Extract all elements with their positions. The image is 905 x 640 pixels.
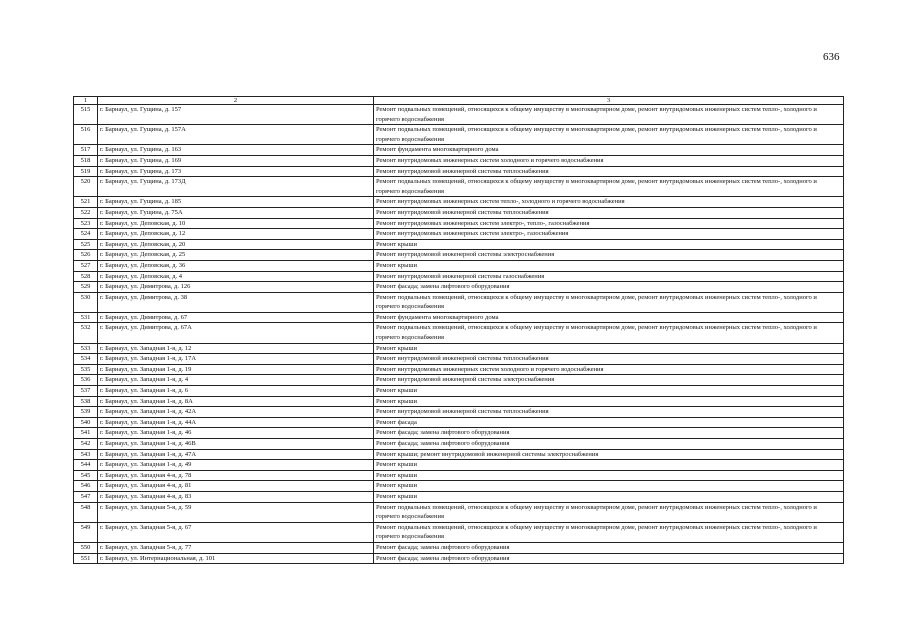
row-address: г. Барнаул, ул. Западная 1-я, д. 19 xyxy=(98,364,374,375)
row-work-type: Ремонт подвальных помещений, относящихся к общему имуществу в многоквартирном доме, ремонт внутридомовых инженерных систем тепло-, холодного и горячего водоснабжения xyxy=(374,125,844,145)
table-row xyxy=(74,145,844,156)
row-work-type: Ремонт крыши xyxy=(374,481,844,492)
row-address: г. Барнаул, ул. Деповская, д. 10 xyxy=(98,218,374,229)
table-row xyxy=(74,312,844,323)
row-address: г. Барнаул, ул. Деповская, д. 20 xyxy=(98,239,374,250)
row-address: г. Барнаул, ул. Западная 1-я, д. 12 xyxy=(98,343,374,354)
row-work-type: Ремонт внутридомовой инженерной системы электроснабжения xyxy=(374,250,844,261)
row-number: 544 xyxy=(74,460,98,471)
row-address: г. Барнаул, ул. Западная 1-я, д. 49 xyxy=(98,460,374,471)
table-row xyxy=(74,250,844,261)
row-number: 522 xyxy=(74,207,98,218)
row-work-type: Ремонт крыши xyxy=(374,239,844,250)
table-row xyxy=(74,522,844,542)
row-work-type: Ремонт крыши; ремонт внутридомовой инженерной системы электроснабжения xyxy=(374,449,844,460)
row-work-type: Ремонт подвальных помещений, относящихся к общему имуществу в многоквартирном доме, ремонт внутридомовых инженерных систем тепло-, холодного и горячего водоснабжения xyxy=(374,323,844,343)
row-address: г. Барнаул, ул. Гущина, д. 75А xyxy=(98,207,374,218)
row-work-type: Ремонт подвальных помещений, относящихся к общему имуществу в многоквартирном доме, ремонт внутридомовых инженерных систем тепло-, холодного и горячего водоснабжения xyxy=(374,502,844,522)
row-number: 516 xyxy=(74,125,98,145)
row-number: 527 xyxy=(74,260,98,271)
row-address: г. Барнаул, ул. Западная 4-я, д. 83 xyxy=(98,491,374,502)
row-work-type: Ремонт внутридомовой инженерной системы электроснабжения xyxy=(374,375,844,386)
row-number: 538 xyxy=(74,396,98,407)
row-address: г. Барнаул, ул. Западная 1-я, д. 4 xyxy=(98,375,374,386)
row-work-type: Ремонт фундамента многоквартирного дома xyxy=(374,145,844,156)
row-address: г. Барнаул, ул. Западная 1-я, д. 17А xyxy=(98,354,374,365)
row-address: г. Барнаул, ул. Гущина, д. 169 xyxy=(98,155,374,166)
row-number: 541 xyxy=(74,428,98,439)
table-row xyxy=(74,481,844,492)
column-header-work: 3 xyxy=(374,97,844,105)
row-number: 528 xyxy=(74,271,98,282)
row-address: г. Барнаул, ул. Гущина, д. 173Д xyxy=(98,177,374,197)
row-work-type: Ремонт крыши xyxy=(374,260,844,271)
row-address: г. Барнаул, ул. Западная 1-я, д. 8А xyxy=(98,396,374,407)
row-number: 543 xyxy=(74,449,98,460)
row-address: г. Барнаул, ул. Западная 4-я, д. 81 xyxy=(98,481,374,492)
row-work-type: Ремонт фундамента многоквартирного дома xyxy=(374,312,844,323)
table-row xyxy=(74,239,844,250)
row-work-type: Ремонт подвальных помещений, относящихся к общему имуществу в многоквартирном доме, ремонт внутридомовых инженерных систем тепло-, холодного и горячего водоснабжения xyxy=(374,522,844,542)
row-work-type: Ремонт крыши xyxy=(374,460,844,471)
row-number: 515 xyxy=(74,105,98,125)
row-number: 523 xyxy=(74,218,98,229)
row-number: 520 xyxy=(74,177,98,197)
row-work-type: Ремонт фасада; замена лифтового оборудования xyxy=(374,553,844,564)
row-work-type: Ремонт крыши xyxy=(374,470,844,481)
row-address: г. Барнаул, ул. Димитрова, д. 67 xyxy=(98,312,374,323)
row-address: г. Барнаул, ул. Западная 1-я, д. 6 xyxy=(98,386,374,397)
table-row xyxy=(74,166,844,177)
row-address: г. Барнаул, ул. Гущина, д. 173 xyxy=(98,166,374,177)
row-number: 525 xyxy=(74,239,98,250)
row-work-type: Ремонт внутридомовых инженерных систем холодного и горячего водоснабжения xyxy=(374,364,844,375)
table-row xyxy=(74,460,844,471)
table-body xyxy=(74,105,844,564)
table-row xyxy=(74,323,844,343)
row-work-type: Ремонт фасада; замена лифтового оборудования xyxy=(374,428,844,439)
table-row xyxy=(74,105,844,125)
table-row xyxy=(74,155,844,166)
row-work-type: Ремонт внутридомовых инженерных систем холодного и горячего водоснабжения xyxy=(374,155,844,166)
table-row xyxy=(74,491,844,502)
column-header-number: 1 xyxy=(74,97,98,105)
row-work-type: Ремонт внутридомовой инженерной системы теплоснабжения xyxy=(374,207,844,218)
row-work-type: Ремонт подвальных помещений, относящихся к общему имуществу в многоквартирном доме, ремонт внутридомовых инженерных систем тепло-, холодного и горячего водоснабжения xyxy=(374,105,844,125)
row-work-type: Ремонт внутридомовой инженерной системы газоснабжения xyxy=(374,271,844,282)
table-row xyxy=(74,553,844,564)
row-number: 518 xyxy=(74,155,98,166)
row-address: г. Барнаул, ул. Западная 5-я, д. 67 xyxy=(98,522,374,542)
table-row xyxy=(74,229,844,240)
table-row xyxy=(74,417,844,428)
row-number: 535 xyxy=(74,364,98,375)
row-address: г. Барнаул, ул. Гущина, д. 185 xyxy=(98,197,374,208)
row-address: г. Барнаул, ул. Гущина, д. 163 xyxy=(98,145,374,156)
row-number: 529 xyxy=(74,282,98,293)
table-row xyxy=(74,407,844,418)
row-number: 537 xyxy=(74,386,98,397)
row-number: 521 xyxy=(74,197,98,208)
row-work-type: Ремонт внутридомовой инженерной системы теплоснабжения xyxy=(374,354,844,365)
row-work-type: Ремонт внутридомовой инженерной системы теплоснабжения xyxy=(374,166,844,177)
row-work-type: Ремонт внутридомовых инженерных систем электро-, газоснабжения xyxy=(374,229,844,240)
table-row xyxy=(74,354,844,365)
row-work-type: Ремонт крыши xyxy=(374,386,844,397)
row-number: 548 xyxy=(74,502,98,522)
table-row xyxy=(74,449,844,460)
column-header-address: 2 xyxy=(98,97,374,105)
row-address: г. Барнаул, ул. Западная 1-я, д. 46 xyxy=(98,428,374,439)
repair-table xyxy=(73,96,844,564)
row-address: г. Барнаул, ул. Деповская, д. 4 xyxy=(98,271,374,282)
row-work-type: Ремонт фасада; замена лифтового оборудования xyxy=(374,542,844,553)
page-number: 636 xyxy=(823,51,840,63)
row-number: 547 xyxy=(74,491,98,502)
table-row xyxy=(74,439,844,450)
row-number: 532 xyxy=(74,323,98,343)
row-work-type: Ремонт подвальных помещений, относящихся к общему имуществу в многоквартирном доме, ремонт внутридомовых инженерных систем тепло-, холодного и горячего водоснабжения xyxy=(374,292,844,312)
table-row xyxy=(74,470,844,481)
row-work-type: Ремонт внутридомовой инженерной системы теплоснабжения xyxy=(374,407,844,418)
row-number: 551 xyxy=(74,553,98,564)
row-number: 536 xyxy=(74,375,98,386)
row-work-type: Ремонт подвальных помещений, относящихся к общему имуществу в многоквартирном доме, ремонт внутридомовых инженерных систем тепло-, холодного и горячего водоснабжения xyxy=(374,177,844,197)
row-address: г. Барнаул, ул. Западная 1-я, д. 42А xyxy=(98,407,374,418)
row-number: 526 xyxy=(74,250,98,261)
table-row xyxy=(74,343,844,354)
row-work-type: Ремонт внутридомовых инженерных систем электро-, тепло-, газоснабжения xyxy=(374,218,844,229)
row-number: 524 xyxy=(74,229,98,240)
table-row xyxy=(74,177,844,197)
row-address: г. Барнаул, ул. Западная 5-я, д. 77 xyxy=(98,542,374,553)
row-number: 542 xyxy=(74,439,98,450)
row-address: г. Барнаул, ул. Деповская, д. 12 xyxy=(98,229,374,240)
row-address: г. Барнаул, ул. Димитрова, д. 126 xyxy=(98,282,374,293)
row-number: 533 xyxy=(74,343,98,354)
table-row xyxy=(74,396,844,407)
row-address: г. Барнаул, ул. Димитрова, д. 67А xyxy=(98,323,374,343)
table-row xyxy=(74,364,844,375)
row-number: 517 xyxy=(74,145,98,156)
table-row xyxy=(74,125,844,145)
row-number: 530 xyxy=(74,292,98,312)
table-row xyxy=(74,271,844,282)
row-number: 549 xyxy=(74,522,98,542)
row-work-type: Ремонт фасада; замена лифтового оборудования xyxy=(374,439,844,450)
table-row xyxy=(74,375,844,386)
row-number: 540 xyxy=(74,417,98,428)
row-work-type: Ремонт фасада; замена лифтового оборудования xyxy=(374,282,844,293)
row-number: 539 xyxy=(74,407,98,418)
row-work-type: Ремонт крыши xyxy=(374,343,844,354)
row-number: 550 xyxy=(74,542,98,553)
row-address: г. Барнаул, ул. Гущина, д. 157А xyxy=(98,125,374,145)
table-row xyxy=(74,260,844,271)
row-number: 546 xyxy=(74,481,98,492)
row-work-type: Ремонт крыши xyxy=(374,491,844,502)
row-address: г. Барнаул, ул. Деповская, д. 36 xyxy=(98,260,374,271)
row-number: 531 xyxy=(74,312,98,323)
table-row xyxy=(74,197,844,208)
row-work-type: Ремонт фасада xyxy=(374,417,844,428)
row-address: г. Барнаул, ул. Западная 1-я, д. 46В xyxy=(98,439,374,450)
table-row xyxy=(74,218,844,229)
row-address: г. Барнаул, ул. Гущина, д. 157 xyxy=(98,105,374,125)
row-address: г. Барнаул, ул. Западная 1-я, д. 44А xyxy=(98,417,374,428)
row-address: г. Барнаул, ул. Западная 4-я, д. 78 xyxy=(98,470,374,481)
table-row xyxy=(74,386,844,397)
table-row xyxy=(74,282,844,293)
row-address: г. Барнаул, ул. Деповская, д. 25 xyxy=(98,250,374,261)
row-address: г. Барнаул, ул. Западная 5-я, д. 59 xyxy=(98,502,374,522)
row-number: 519 xyxy=(74,166,98,177)
row-address: г. Барнаул, ул. Западная 1-я, д. 47А xyxy=(98,449,374,460)
table-row xyxy=(74,502,844,522)
row-work-type: Ремонт внутридомовых инженерных систем тепло-, холодного и горячего водоснабжения xyxy=(374,197,844,208)
table-row xyxy=(74,207,844,218)
table-row xyxy=(74,428,844,439)
row-number: 534 xyxy=(74,354,98,365)
row-work-type: Ремонт крыши xyxy=(374,396,844,407)
table-header-row xyxy=(74,97,844,105)
row-address: г. Барнаул, ул. Димитрова, д. 38 xyxy=(98,292,374,312)
row-address: г. Барнаул, ул. Интернациональная, д. 101 xyxy=(98,553,374,564)
table-row xyxy=(74,542,844,553)
table-row xyxy=(74,292,844,312)
row-number: 545 xyxy=(74,470,98,481)
